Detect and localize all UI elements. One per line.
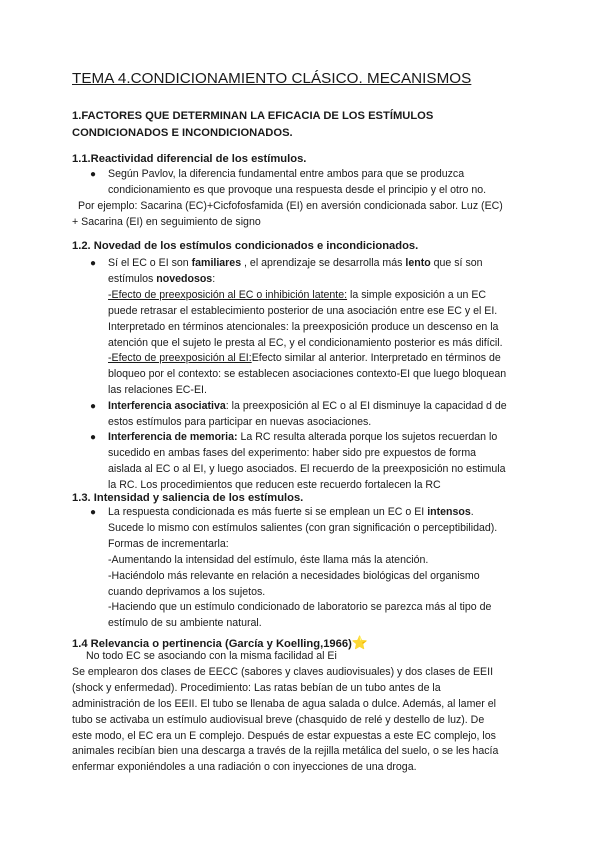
text-line: las relaciones EC-EI. (108, 384, 207, 397)
section-1-4-heading: 1.4 Relevancia o pertinencia (García y Koelling,1966)⭐ (72, 635, 368, 650)
text-line: Interferencia asociativa: la preexposición al EC o al EI disminuye la capacidad d de (108, 400, 507, 412)
text-line: -Efecto de preexposición al EC o inhibición latente: la simple exposición a un EC (108, 288, 487, 301)
text-line: + Sacarina (EI) en seguimiento de signo (72, 215, 261, 228)
text-line: No todo EC se asociando con la misma facilidad al Ei (86, 650, 337, 662)
text-line: condicionamiento es que provoque una respuesta desde el principio y el otro no. (108, 183, 487, 196)
bullet-icon: ● (90, 169, 97, 180)
text-line: estos estímulos para participar en nuevas asociaciones. (108, 415, 372, 428)
text-line: (shock y enfermedad). Procedimiento: Las ratas bebían de un tubo antes de la (72, 681, 441, 694)
text-line: Formas de incrementarla: (108, 537, 229, 550)
section-1-1-bullet (108, 167, 486, 199)
text-line: estímulos novedosos: (108, 272, 216, 285)
text-line: Según Pavlov, la diferencia fundamental entre ambos para que se produzca (108, 168, 465, 180)
text-line: Se emplearon dos clases de EECC (sabores y claves audiovisuales) y dos clases de EEII (72, 665, 494, 678)
text-line: puede retrasar el establecimiento posterior de una asociación entre ese EC y el EI. (108, 304, 498, 317)
text-line: Interferencia de memoria: La RC resulta alterada porque los sujetos recuerdan lo (108, 431, 498, 443)
section-1-1-heading: 1.1.Reactividad diferencial de los estímulos. (72, 153, 307, 165)
text-line: La respuesta condicionada es más fuerte si se emplean un EC o EI intensos. (108, 506, 474, 518)
text-line: animales recibían bien una descarga a través de la rejilla metálica del suelo, o se les hacía (72, 745, 499, 758)
text-line: -Haciendo que un estímulo condicionado de laboratorio se parezca más al tipo de (108, 601, 492, 614)
section-1-2-heading: 1.2. Novedad de los estímulos condicionados e incondicionados. (72, 240, 419, 252)
text-line: Sucede lo mismo con estímulos salientes (con gran significación o perceptibilidad). (108, 521, 498, 534)
section-1-2-bullet-associative (108, 399, 507, 431)
text-line: la RC. Los procedimientos que reducen este recuerdo fortalecen la RC (108, 478, 441, 491)
text-line: Sí el EC o EI son familiares , el aprendizaje se desarrolla más lento que sí son (108, 257, 483, 269)
document-title: TEMA 4.CONDICIONAMIENTO CLÁSICO. MECANISMOS (72, 70, 472, 87)
section-1-3-bullet (108, 505, 497, 632)
text-line: -Haciéndolo más relevante en relación a necesidades biológicas del organismo (108, 569, 480, 582)
text-line: este modo, el EC era un E complejo. Después de estar expuestas a este EC complejo, los (72, 729, 496, 742)
text-line: sucedido en ambas fases del experimento: haber sido pre expuestos de forma (108, 446, 477, 459)
bullet-icon: ● (90, 432, 97, 443)
text-line: atención que el sujeto le presta al EC, y el condicionamiento posterior es más difícil. (108, 336, 503, 349)
text-line: bloqueo por el contexto: se establecen asociaciones contexto-EI que luego bloquean (108, 368, 507, 381)
bullet-icon: ● (90, 258, 97, 269)
text-line: tubo se activaba un estímulo audiovisual breve (chasquido de relé y destello de luz). De (72, 713, 485, 726)
text-line: estímulo de su ambiente natural. (108, 617, 262, 630)
text-line: enfermar exponiéndoles a una radiación o con inyecciones de una droga. (72, 761, 417, 774)
text-line: -Aumentando la intensidad del estímulo, éste llama más la atención. (108, 553, 429, 566)
section-1-heading-line-1: 1.FACTORES QUE DETERMINAN LA EFICACIA DE LOS ESTÍMULOS (72, 110, 434, 122)
bullet-icon: ● (90, 507, 97, 518)
section-1-2-bullet-novelty (108, 256, 506, 399)
section-1-heading (72, 108, 522, 142)
section-1-1-example (72, 199, 503, 231)
section-1-4-body (72, 649, 498, 776)
section-1-3-heading: 1.3. Intensidad y saliencia de los estímulos. (72, 492, 304, 504)
text-line: Interpretado en términos atencionales: la preexposición produce un descenso en la (108, 320, 499, 333)
section-1-heading-line-2: CONDICIONADOS E INCONDICIONADOS. (72, 127, 293, 139)
text-line: Por ejemplo: Sacarina (EC)+Cicfofosfamida (EI) en aversión condicionada sabor. Luz (EC) (78, 200, 503, 212)
bullet-icon: ● (90, 401, 97, 412)
section-1-2-bullet-memory (108, 430, 506, 494)
text-line: administración de los EEII. El tubo se llenaba de agua salada o dulce. Además, al lamer el (72, 697, 497, 710)
text-line: -Efecto de preexposición al EI:Efecto similar al anterior. Interpretado en términos de (108, 352, 501, 365)
star-icon: ⭐ (351, 635, 368, 650)
text-line: cuando deprivamos a los sujetos. (108, 585, 266, 598)
text-line: aislada al EC o al EI, y luego asociados. El recuerdo de la preexposición no estimula (108, 462, 506, 475)
